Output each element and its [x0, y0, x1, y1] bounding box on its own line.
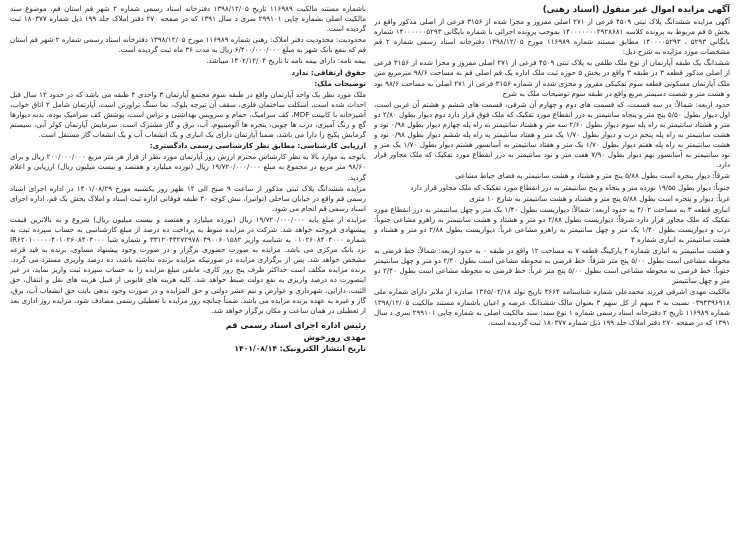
- description-heading: توضیحات ملک:: [314, 78, 366, 88]
- signature-block: [10, 319, 366, 355]
- insurance-info: بیمه نامه: دارای بیمه نامه تا تاریخ ۱۴۰۲/۱۲/۰۴ میباشد.: [206, 56, 366, 66]
- east-boundary: شرقاً: دیوار پنجره است بطول ۵/۸۸ پنج متر و هشتاد و هشت سانتیمتر به فضای حیاط مشاعی: [455, 171, 730, 181]
- owner-info: مالکیت مهدی اشرفی فرزند محمدعلی شماره شناسنامه ۳۶۶۴ تاریخ تولد ۱۳۶۵/۰۲/۱۸ صادره از ملایر دارای شماره ملی ۰۳۹۴۳۹۶۹۱۸ نسبت به ۳ سهم از کل سهم ۳ بعنوان مالک ششدانگ عرصه و اعیان باشماره مستند مالکیت ۱۳۹۸/۱۲/۰۵ شماره ۱۱۶۹۸۹ تاریخ ۲ دفترخانه اسناد رسمی شماره ۱ نوع سند: سند مالکیت اصلی به شماره چاپی ۲۹۹۱۰۱ سری د سال ۱۳۹۱ که در صفحه ۲۷۰ دفتر املاک جلد ۱۹۹ ذیل شماره ۱۸۰۳۷۷ ثبت گردیده است.: [374, 287, 730, 327]
- property-description: ملک مورد نظر یک واحد آپارتمان واقع در طبقه سوم مجتمع آپارتمان ۳ واحدی ۴ طبقه می باشد که در حدود ۱۲ سال قبل احداث شده است، اسکلت ساختمان فلزی، سقف آن تیرچه بلوک، نما سنگ تراورتن است، آپارتمان شامل ۲ اتاق خواب، آشپزخانه با کابینت MDF، کف سرامیک، حمام و سرویس بهداشتی و تراس است، پوشش کف سرامیک بوده، بدنه دیوارها گچ و رنگ آمیزی، درب ها چوبی، پنجره ها آلومینیوم، آب، برق و گاز مشترک است. سرمایش آپارتمان کولر آبی، سیستم گرمایش پکیج را دارا می باشد، ضمنا آپارتمان دارای یک انباری و یک انشعاب آب و یک انشعاب گاز مستقل است.: [10, 89, 366, 140]
- south-boundary: جنوباً: دیوار بطول ۱۹/۵۵ نوزده متر و پنجاه و پنج سانتیمتر به درز انقطاع مورد تفکیک که ملک مجاور قرار دارد: [410, 182, 730, 192]
- notice-title: آگهی مزایده اموال غیر منقول (اسناد رهنی): [542, 5, 730, 15]
- right-column: [374, 4, 730, 537]
- restrictions: محدودیت: محدودیت دفتر املاک: رهنی شماره ۱۱۶۹۸۹ مورخ ۱۳۹۸/۱۲/۰۵ دفترخانه اسناد رسمی شماره ۲ شهر قم استان قم که بنفع بانک شهر به مبلغ ۶/۴۰۰/۰۰۰/۰۰۰ ریال به مدت ۳۶ ماه ثبت گردیده است.: [10, 35, 366, 55]
- auction-conditions: مزایده از مبلغ پایه ۱۹/۷۲۰/۰۰۰/۰۰۰ ریال (نوزده میلیارد و هفتصد و بیست میلیون ریال) شروع و به بالاترین قیمت پیشنهادی فروخته خواهد شد. شرکت در مزایده منوط به پرداخت ده درصد از مبلغ کارشناسی به حساب سپرده ثبت به شماره ۰۱۰۲۶۰۸۴۰۴۰۰۰ به شناسه واریز ۳۳۱۲۰۴۳۲۷۲۹۷۸۰۴۹۰۰۶۰۱۵۸۲ و شماره شبا IR۶۲۰۱۰۰۰۰۰۴۰۱۰۲۶۰۸۴۰۴۰۰۰ نزد بانک مرکزی می باشد. مزایده به صورت حضوری برگزار و در صورت وجود پیشنهاد مساوی، برنده به قید قرعه مشخص خواهد شد. پس از برگزاری مزایده در صورتیکه مزایده برنده نداشته باشد، ده درصد واریزی مسترد می گردد. برنده مزایده مکلف است حداکثر ظرف پنج روز کاری، مابقی مبلغ مزایده را به حساب سپرده ثبت واریز نماید، در غیر اینصورت ده درصد واریزی به نفع دولت ضبط خواهد شد. کلیه هزینه های قانونی از قبیل هزینه های نقل و انتقال، حق الثبت، دارایی، شهرداری و عوارض و نیم عشر دولتی و حق المزایده و در صورت وجود بدهی بابت حق انشعاب آب، برق، گاز و غیره به عهده برنده مزایده می باشد. ضمناً چنانچه روز مزایده با تعطیلی رسمی مصادف شود، مزایده روز اداری بعد از تعطیلی در همان ساعت و مکان برگزار خواهد شد.: [10, 214, 366, 315]
- left-column: [10, 4, 366, 537]
- valuation-heading: ارزیابی کارشناسی: مطابق نظر کارشناسی رسمی دادگستری:: [149, 141, 366, 151]
- auction-date: مزایده ششدانگ پلاک ثبتی مذکور از ساعت ۹ صبح الی ۱۲ ظهر روز یکشنبه مورخ ۱۴۰۱/۰۸/۲۹ در اداره اجرای اسناد رسمی قم واقع در خیابان ساحلی (توانیر)، نبش کوچه ۳۰ طبقه فوقانی اداره ثبت اسناد و املاک بخش یک قم، اداره اجرای اسناد رسمی قم انجام می شود.: [10, 183, 366, 213]
- easement-rights: حقوق ارتفاقی: ندارد: [291, 67, 366, 77]
- storage-annex: انباری قطعه ۳ به مساحت ۴/۰۲ به حدود اربعه: شمالاً: دیواریست بطول ۱/۴۰ یک متر و چهل سانتیمتر به درز انقطاع مورد تفکیک که ملک مجاور قرار دارد شرقاً: دیواریست بطول ۲/۸۸ دو متر و هشتاد و هشت سانتیمتر به راهرو مشاعی جنوباً: درب و دیواریست بطول ۱/۴۰ یک متر و چهل سانتیمتر به راهرو مشاعی غرباً: دیواریست بطول ۲/۸۸ دو متر و هشتاد و هشت سانتیمتر به انباری شماره ۴: [374, 204, 730, 244]
- publish-date: تاریخ انتشار الکترونیک: ۱۴۰۱/۰۸/۱۴: [234, 343, 366, 353]
- parking-annex: و هشت سانتیمتر به انباری شماره ۴ پارکینگ قطعه ۷ به مساحت ۱۲ واقع در طبقه ۰ به حدود اربعه: شمالاً: خط فرضی به محوطه مشاعی است بطول ۵/۰۰ پنج متر شرقاً: خط فرضی به محوطه مشاعی است بطول ۲/۴۰ دو متر و چهل سانتیمتر جنوباً: خط فرضی به محوطه مشاعی است بطول ۵/۰۰ پنج متر غرباً: خط فرضی به محوطه مشاعی است بطول ۲/۴۰ دو متر و چهل سانتیمتر: [374, 246, 730, 286]
- owner-document: باشماره مستند مالکیت ۱۱۶۹۸۹ تاریخ ۱۳۹۸/۱۲/۰۵ دفترخانه اسناد رسمی شماره ۲ شهر قم استان قم، موضوع سند مالکیت اصلی بشماره چاپی ۲۹۹۱۰۱ سری د سال ۱۳۹۱ که در صفحه ۲۷۰ دفتر املاک جلد ۱۹۹ ذیل شماره ۱۸۰۳۷۷ ثبت گردیده است.: [10, 4, 366, 34]
- west-boundary: غرباً: دیوار و پنجره است بطول ۵/۸۸ پنج متر و هشتاد و هشت سانتیمتر به شارع ۱۰ متری: [469, 193, 730, 203]
- signature-title: رئیس اداره اجرای اسناد رسمی قم: [225, 319, 366, 330]
- signature-name: مهدی روزخوش: [303, 331, 366, 342]
- north-boundary: حدود اربعه: شمالاً: در سه قسمت، که قسمت های دوم و چهارم آن شرقی، قسمت های ششم و هشتم آن غربی است، اول دیوار بطول ۵/۵۰ پنج متر و پنجاه سانتیمتر به درز انقطاع مورد تفکیک که ملک فوق قرار دارد دوم دیوار بطول ۲/۸۰ دو متر و هشتاد سانتیمتر به راه پله سوم دیوار بطول ۲/۶۰ سه متر و هشتاد سانتیمتر به راه پله چهارم دیوار بطول ۰/۹۸ نود و هشت سانتیمتر به راه پله پنجم درب و دیوار بطول ۱/۷۰ یک متر و هفتاد سانتیمتر به راه پله ششم دیوار بطول ۰/۹۸ نود و هشت سانتیمتر به راه پله هفتم دیوار بطول ۱/۷۰ یک متر و هفتاد سانتیمتر به آسانسور هشتم دیوار بطول ۱/۷۰ یک متر و نود سانتیمتر به آسانسور نهم دیوار بطول ۷/۹۰ هفت متر و نود سانتیمتر به درز انقطاع مورد تفکیک که ملک مجاور قرار دارد.: [374, 99, 730, 170]
- notice-intro: آگهی مزایده ششدانگ پلاک ثبتی ۴۵۰۹ فرعی از ۲۷۱ اصلی مفروز و مجزا شده از ۳۱۵۶ فرعی از اصلی مذکور واقع در بخش ۵ قم مربوط به پرونده کلاسه ۱۴۰۰۰۰۰۰۰۲۹۲۸۶۸۱ بموجب پرونده اجرائی با شماره بایگانی ۱۴۰۰۰۰۰۰۵۲۹۳ شماره بایگانی ۵۲۹۳ ، ۱۴۰۰۰۰۵۲۹۳ مطابق مستند شماره ۱۱۶۹۸۹ مورخ ۱۳۹۸/۱۲/۰۵ دفترخانه اسناد رسمی شماره ۲ قم مشخصات مورد مزایده به شرح ذیل:: [374, 17, 730, 57]
- valuation-text: باتوجه به موارد بالا به نظر کارشناس محترم ارزش روز آپارتمان مورد نظر از قرار هر متر مربع ۲۰۰/۰۰۰/۰۰۰ ریال و برای ۹۸/۶۰ متر مربع در مجموع به مبلغ ۱۹/۷۲۰/۰۰۰/۰۰۰ ریال (نوزده میلیارد و هفتصد و بیست میلیون ریال) ارزیابی و اعلام گردید.: [10, 152, 366, 182]
- property-details: ششدانگ یک طبقه آپارتمان از نوع ملک طلقی به پلاک ثبتی ۴۵۰۹ فرعی از ۲۷۱ اصلی مفروز و مجزا شده از ۳۱۵۶ فرعی از اصلی مذکور قطعه ۳ در طبقه ۳ واقع در بخش ۵ حوزه ثبت ملک اداره یک قم اصلی قم به مساحت ۹۸/۶ مترمربع متن ملک آپارتمان مسکونی قطعه سوم تفکیکی مفروز و مجزی شده از شماره ۳۱۵۶ فرعی از ۲۷۱ اصلی به مساحت ۹۸/۶ نود و هشت متر و شصت دسیمتر مربع واقع در طبقه سوم توضیحات ملک به شرح: [374, 58, 730, 98]
